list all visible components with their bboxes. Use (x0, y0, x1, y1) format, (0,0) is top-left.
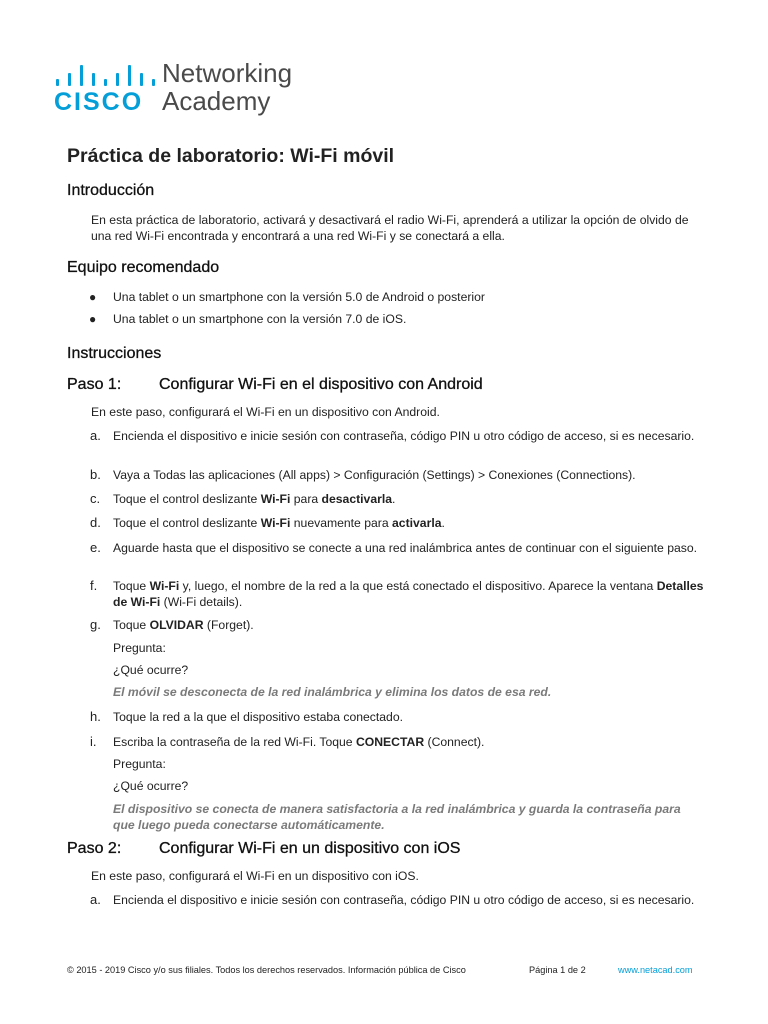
page-footer (0, 963, 768, 979)
step1-title: Configurar Wi-Fi en el dispositivo con Android (159, 376, 483, 393)
question-label: Pregunta: (113, 641, 166, 655)
step1-intro: En este paso, configurará el Wi-Fi en un dispositivo con Android. (91, 405, 440, 419)
answer-text: El móvil se desconecta de la red inalámbrica y elimina los datos de esa red. (113, 685, 552, 699)
item-letter: g. (90, 617, 101, 632)
item-letter: e. (90, 540, 101, 555)
item-letter: d. (90, 515, 101, 530)
equipment-item: Una tablet o un smartphone con la versión 5.0 de Android o posterior (113, 290, 485, 304)
question-text: ¿Qué ocurre? (113, 663, 189, 677)
bullet-icon: ● (89, 312, 97, 326)
equipment-heading: Equipo recomendado (67, 259, 220, 276)
question-label: Pregunta: (113, 757, 166, 771)
step1-item-c: Toque el control deslizante Wi-Fi para desactivarla. (113, 492, 396, 506)
equipment-item: Una tablet o un smartphone con la versión 7.0 de iOS. (113, 312, 407, 326)
question-text: ¿Qué ocurre? (113, 779, 189, 793)
footer-page-number: Página 1 de 2 (529, 965, 586, 975)
step2-heading (67, 838, 460, 860)
cisco-wordmark: CISCO (54, 88, 144, 116)
item-letter: i. (90, 734, 97, 749)
cisco-networking-academy-logo (54, 58, 314, 120)
page-title: Práctica de laboratorio: Wi-Fi móvil (67, 145, 395, 167)
step1-item-a: Encienda el dispositivo e inicie sesión con contraseña, código PIN u otro código de acceso, si es necesario. (113, 429, 695, 443)
step1-item-g: Toque OLVIDAR (Forget). (113, 618, 254, 632)
intro-text: En esta práctica de laboratorio, activará y desactivará el radio Wi-Fi, aprenderá a utilizar la opción de olvido de una red Wi-Fi encontrada y encontrará a una red Wi-Fi y se conectará a ella. (91, 213, 689, 243)
logo-academy: Academy (162, 86, 271, 116)
step1-item-d: Toque el control deslizante Wi-Fi nuevamente para activarla. (113, 516, 445, 530)
step1-item-e: Aguarde hasta que el dispositivo se conecte a una red inalámbrica antes de continuar con el siguiente paso. (113, 541, 698, 555)
step1-item-b: Vaya a Todas las aplicaciones (All apps) > Configuración (Settings) > Conexiones (Connections). (113, 468, 636, 482)
step2-number: Paso 2: (67, 840, 122, 857)
intro-heading: Introducción (67, 182, 155, 199)
step1-item-h: Toque la red a la que el dispositivo estaba conectado. (113, 710, 403, 724)
instructions-heading: Instrucciones (67, 345, 162, 362)
item-letter: a. (90, 428, 101, 443)
footer-link[interactable]: www.netacad.com (618, 965, 693, 975)
step2-item-a: Encienda el dispositivo e inicie sesión con contraseña, código PIN u otro código de acceso, si es necesario. (113, 893, 695, 907)
logo-networking: Networking (162, 58, 293, 88)
step1-item-i: Escriba la contraseña de la red Wi-Fi. Toque CONECTAR (Connect). (113, 735, 485, 749)
answer-text: El dispositivo se conecta de manera satisfactoria a la red inalámbrica y guarda la contraseña para que luego pueda conectarse automáticamente. (113, 802, 681, 832)
item-letter: f. (90, 578, 98, 593)
bullet-icon: ● (89, 290, 97, 304)
item-letter: h. (90, 709, 101, 724)
footer-copyright: © 2015 - 2019 Cisco y/o sus filiales. Todos los derechos reservados. Información pública de Cisco (67, 965, 466, 975)
step2-title: Configurar Wi-Fi en un dispositivo con iOS (159, 840, 461, 857)
step1-item-f: Toque Wi-Fi y, luego, el nombre de la red a la que está conectado el dispositivo. Aparece la ventana Detalles de Wi-Fi (Wi-Fi details). (113, 579, 704, 609)
step1-number: Paso 1: (67, 376, 122, 393)
item-letter: c. (90, 491, 101, 506)
cisco-bars-icon (56, 64, 152, 86)
item-letter: b. (90, 467, 101, 482)
item-letter: a. (90, 892, 101, 907)
step2-intro: En este paso, configurará el Wi-Fi en un dispositivo con iOS. (91, 869, 419, 883)
step1-heading (67, 374, 483, 396)
